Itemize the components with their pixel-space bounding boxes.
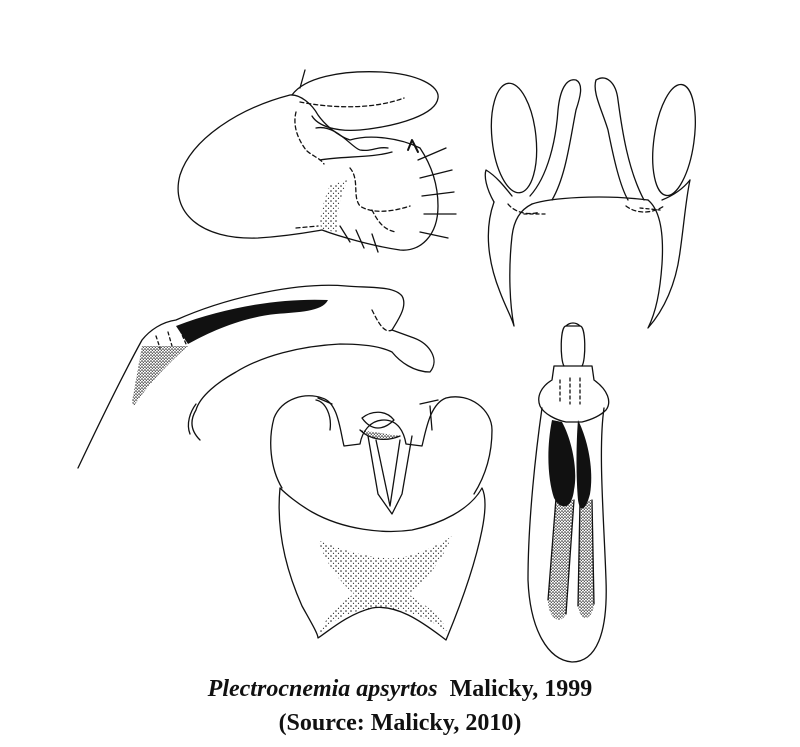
phallus-figure [78, 285, 434, 468]
aedeagus-figure [528, 323, 609, 662]
caption-title-line [0, 672, 800, 706]
lateral-view-figure [178, 70, 456, 252]
dorsal-view-figure [485, 78, 701, 328]
caption-source-line: (Source: Malicky, 2010) [278, 710, 522, 736]
figure-caption [0, 672, 800, 740]
species-name: Plectrocnemia apsyrtos [207, 676, 438, 702]
ventral-view-figure [271, 396, 492, 640]
species-authority: Malicky, 1999 [449, 676, 593, 702]
